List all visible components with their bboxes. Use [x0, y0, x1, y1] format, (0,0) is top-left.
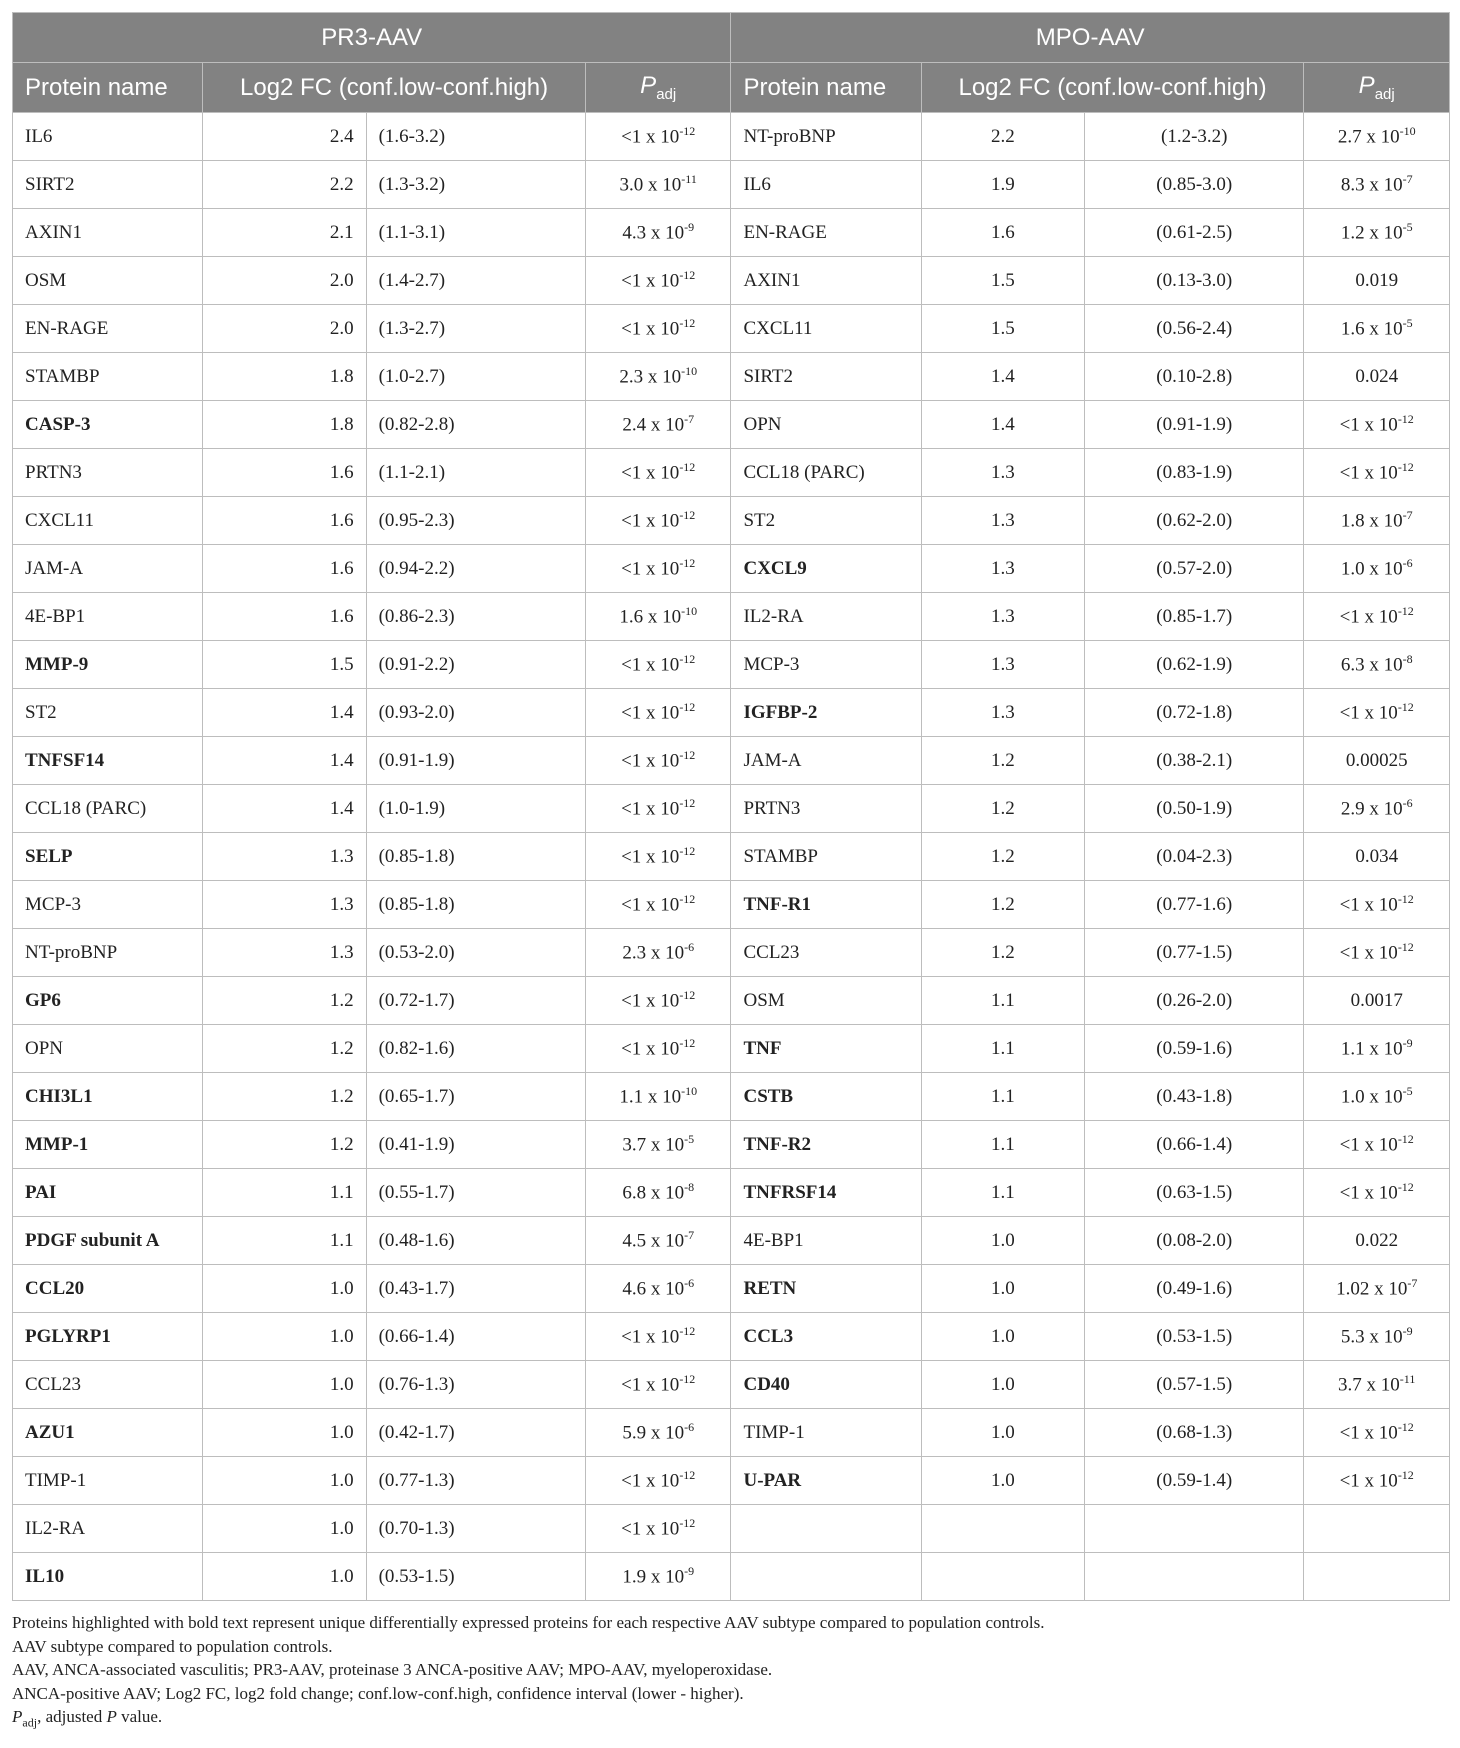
protein-name-cell: IL2-RA: [731, 593, 921, 641]
conf-interval-cell: (0.91-1.9): [366, 737, 585, 785]
protein-name-cell: OSM: [13, 257, 203, 305]
conf-interval-cell: (0.94-2.2): [366, 545, 585, 593]
table-row: [13, 1409, 1450, 1457]
protein-name-cell: TNF: [731, 1025, 921, 1073]
log2fc-cell: 1.5: [203, 641, 366, 689]
padj-cell: 4.5 x $10^{-7}$: [585, 1217, 731, 1265]
padj-cell: 0.019: [1304, 257, 1450, 305]
conf-interval-cell: (0.43-1.7): [366, 1265, 585, 1313]
protein-name-cell: GP6: [13, 977, 203, 1025]
protein-name-cell: MMP-9: [13, 641, 203, 689]
conf-interval-cell: (0.53-1.5): [1085, 1313, 1304, 1361]
conf-interval-cell: (0.43-1.8): [1085, 1073, 1304, 1121]
padj-cell: 2.7 x $10^{-10}$: [1304, 113, 1450, 161]
conf-interval-cell: (0.82-1.6): [366, 1025, 585, 1073]
table-row: [13, 1217, 1450, 1265]
padj-cell: 6.8 x $10^{-8}$: [585, 1169, 731, 1217]
table-row: [13, 1361, 1450, 1409]
conf-interval-cell: (0.49-1.6): [1085, 1265, 1304, 1313]
padj-cell: <1 x $10^{-12}$: [1304, 1457, 1450, 1505]
protein-name-cell: MCP-3: [731, 641, 921, 689]
log2fc-cell: 1.8: [203, 401, 366, 449]
protein-name-cell: 4E-BP1: [731, 1217, 921, 1265]
conf-interval-cell: (1.1-3.1): [366, 209, 585, 257]
protein-name-cell: PRTN3: [731, 785, 921, 833]
conf-interval-cell: (0.57-1.5): [1085, 1361, 1304, 1409]
table-row: [13, 977, 1450, 1025]
conf-interval-cell: (0.72-1.8): [1085, 689, 1304, 737]
log2fc-cell: 1.0: [203, 1553, 366, 1601]
conf-interval-cell: (0.62-1.9): [1085, 641, 1304, 689]
protein-name-cell: JAM-A: [13, 545, 203, 593]
protein-name-cell: TNFRSF14: [731, 1169, 921, 1217]
table-row: [13, 1553, 1450, 1601]
padj-cell: <1 x $10^{-12}$: [1304, 1169, 1450, 1217]
conf-interval-cell: (0.57-2.0): [1085, 545, 1304, 593]
conf-interval-cell: (0.85-1.7): [1085, 593, 1304, 641]
conf-interval-cell: (0.53-1.5): [366, 1553, 585, 1601]
conf-interval-cell: (1.3-3.2): [366, 161, 585, 209]
padj-cell: 0.022: [1304, 1217, 1450, 1265]
table-row: [13, 497, 1450, 545]
col-log2fc-pr3: Log2 FC (conf.low-conf.high): [203, 63, 586, 113]
conf-interval-cell: [1085, 1553, 1304, 1601]
protein-name-cell: CCL20: [13, 1265, 203, 1313]
padj-cell: <1 x $10^{-12}$: [585, 1457, 731, 1505]
log2fc-cell: 1.2: [921, 881, 1084, 929]
conf-interval-cell: (1.3-2.7): [366, 305, 585, 353]
log2fc-cell: 1.3: [921, 545, 1084, 593]
log2fc-cell: 2.4: [203, 113, 366, 161]
protein-name-cell: IGFBP-2: [731, 689, 921, 737]
protein-name-cell: CCL18 (PARC): [731, 449, 921, 497]
log2fc-cell: 2.2: [921, 113, 1084, 161]
padj-cell: <1 x $10^{-12}$: [585, 1025, 731, 1073]
protein-name-cell: MMP-1: [13, 1121, 203, 1169]
padj-cell: 3.0 x $10^{-11}$: [585, 161, 731, 209]
log2fc-cell: 1.0: [203, 1505, 366, 1553]
conf-interval-cell: (0.62-2.0): [1085, 497, 1304, 545]
padj-cell: 2.3 x $10^{-6}$: [585, 929, 731, 977]
log2fc-cell: 1.8: [203, 353, 366, 401]
protein-name-cell: OSM: [731, 977, 921, 1025]
log2fc-cell: 1.0: [921, 1409, 1084, 1457]
padj-cell: <1 x $10^{-12}$: [585, 881, 731, 929]
padj-cell: <1 x $10^{-12}$: [585, 833, 731, 881]
padj-cell: <1 x $10^{-12}$: [1304, 593, 1450, 641]
padj-cell: <1 x $10^{-12}$: [585, 977, 731, 1025]
col-padj-mpo: $P_{adj}$: [1304, 63, 1450, 113]
protein-name-cell: JAM-A: [731, 737, 921, 785]
conf-interval-cell: (0.95-2.3): [366, 497, 585, 545]
padj-cell: 1.9 x $10^{-9}$: [585, 1553, 731, 1601]
padj-cell: <1 x $10^{-12}$: [1304, 881, 1450, 929]
padj-cell: 5.9 x $10^{-6}$: [585, 1409, 731, 1457]
log2fc-cell: 1.2: [203, 1121, 366, 1169]
protein-name-cell: OPN: [731, 401, 921, 449]
conf-interval-cell: (0.59-1.4): [1085, 1457, 1304, 1505]
padj-cell: <1 x $10^{-12}$: [585, 785, 731, 833]
padj-cell: [1304, 1505, 1450, 1553]
protein-name-cell: TNF-R2: [731, 1121, 921, 1169]
group-header-row: [13, 13, 1450, 63]
table-row: [13, 1457, 1450, 1505]
padj-cell: 2.4 x $10^{-7}$: [585, 401, 731, 449]
log2fc-cell: 2.0: [203, 257, 366, 305]
conf-interval-cell: (0.65-1.7): [366, 1073, 585, 1121]
conf-interval-cell: (0.72-1.7): [366, 977, 585, 1025]
log2fc-cell: 1.3: [203, 833, 366, 881]
padj-cell: 0.00025: [1304, 737, 1450, 785]
conf-interval-cell: (0.85-1.8): [366, 833, 585, 881]
log2fc-cell: 1.3: [203, 881, 366, 929]
log2fc-cell: 1.2: [921, 929, 1084, 977]
conf-interval-cell: (0.48-1.6): [366, 1217, 585, 1265]
padj-cell: 0.034: [1304, 833, 1450, 881]
protein-name-cell: STAMBP: [731, 833, 921, 881]
conf-interval-cell: (1.4-2.7): [366, 257, 585, 305]
log2fc-cell: [921, 1553, 1084, 1601]
conf-interval-cell: (0.68-1.3): [1085, 1409, 1304, 1457]
protein-name-cell: TNF-R1: [731, 881, 921, 929]
padj-cell: [1304, 1553, 1450, 1601]
conf-interval-cell: (0.76-1.3): [366, 1361, 585, 1409]
conf-interval-cell: (0.86-2.3): [366, 593, 585, 641]
table-row: [13, 881, 1450, 929]
conf-interval-cell: [1085, 1505, 1304, 1553]
log2fc-cell: 1.0: [921, 1217, 1084, 1265]
table-row: [13, 833, 1450, 881]
protein-name-cell: OPN: [13, 1025, 203, 1073]
table-row: [13, 1169, 1450, 1217]
table-row: [13, 1505, 1450, 1553]
padj-cell: <1 x $10^{-12}$: [585, 1361, 731, 1409]
log2fc-cell: 1.2: [203, 977, 366, 1025]
log2fc-cell: 1.0: [203, 1457, 366, 1505]
conf-interval-cell: (0.55-1.7): [366, 1169, 585, 1217]
table-row: [13, 257, 1450, 305]
table-row: [13, 161, 1450, 209]
conf-interval-cell: (0.77-1.3): [366, 1457, 585, 1505]
table-row: [13, 305, 1450, 353]
padj-cell: 5.3 x $10^{-9}$: [1304, 1313, 1450, 1361]
conf-interval-cell: (1.6-3.2): [366, 113, 585, 161]
log2fc-cell: 1.3: [921, 689, 1084, 737]
protein-name-cell: IL6: [13, 113, 203, 161]
conf-interval-cell: (0.41-1.9): [366, 1121, 585, 1169]
table-body: [13, 113, 1450, 1601]
log2fc-cell: 1.0: [203, 1313, 366, 1361]
log2fc-cell: 1.1: [921, 1073, 1084, 1121]
log2fc-cell: 1.1: [921, 977, 1084, 1025]
protein-name-cell: 4E-BP1: [13, 593, 203, 641]
log2fc-cell: 1.2: [921, 833, 1084, 881]
log2fc-cell: 2.2: [203, 161, 366, 209]
log2fc-cell: 1.9: [921, 161, 1084, 209]
protein-name-cell: IL10: [13, 1553, 203, 1601]
log2fc-cell: 1.3: [921, 641, 1084, 689]
log2fc-cell: 2.1: [203, 209, 366, 257]
table-row: [13, 785, 1450, 833]
conf-interval-cell: (0.04-2.3): [1085, 833, 1304, 881]
table-row: [13, 1121, 1450, 1169]
padj-cell: 0.0017: [1304, 977, 1450, 1025]
protein-name-cell: CD40: [731, 1361, 921, 1409]
table-row: [13, 929, 1450, 977]
table-row: [13, 209, 1450, 257]
padj-cell: 1.2 x $10^{-5}$: [1304, 209, 1450, 257]
log2fc-cell: 1.4: [921, 353, 1084, 401]
log2fc-cell: 1.2: [203, 1073, 366, 1121]
log2fc-cell: 1.3: [203, 929, 366, 977]
column-header-row: [13, 63, 1450, 113]
conf-interval-cell: (0.61-2.5): [1085, 209, 1304, 257]
padj-cell: <1 x $10^{-12}$: [585, 113, 731, 161]
log2fc-cell: 1.4: [203, 689, 366, 737]
group-header-mpo: MPO-AAV: [731, 13, 1450, 63]
padj-cell: 1.0 x $10^{-5}$: [1304, 1073, 1450, 1121]
protein-name-cell: PDGF subunit A: [13, 1217, 203, 1265]
protein-name-cell: IL2-RA: [13, 1505, 203, 1553]
footnote-line: AAV, ANCA-associated vasculitis; PR3-AAV, proteinase 3 ANCA-positive AAV; MPO-AAV, myeloperoxidase.: [12, 1660, 773, 1679]
log2fc-cell: 1.2: [921, 785, 1084, 833]
col-protein-name-mpo: Protein name: [731, 63, 921, 113]
table-row: [13, 1313, 1450, 1361]
protein-name-cell: CASP-3: [13, 401, 203, 449]
protein-name-cell: PRTN3: [13, 449, 203, 497]
log2fc-cell: [921, 1505, 1084, 1553]
table-row: [13, 353, 1450, 401]
log2fc-cell: 1.4: [203, 737, 366, 785]
padj-cell: 6.3 x $10^{-8}$: [1304, 641, 1450, 689]
table-row: [13, 1025, 1450, 1073]
protein-name-cell: STAMBP: [13, 353, 203, 401]
protein-name-cell: SIRT2: [13, 161, 203, 209]
log2fc-cell: 1.2: [203, 1025, 366, 1073]
protein-name-cell: CXCL9: [731, 545, 921, 593]
conf-interval-cell: (0.53-2.0): [366, 929, 585, 977]
protein-name-cell: U-PAR: [731, 1457, 921, 1505]
log2fc-cell: 1.6: [203, 449, 366, 497]
padj-cell: <1 x $10^{-12}$: [585, 305, 731, 353]
log2fc-cell: 1.3: [921, 593, 1084, 641]
protein-name-cell: PGLYRP1: [13, 1313, 203, 1361]
padj-cell: <1 x $10^{-12}$: [585, 257, 731, 305]
log2fc-cell: 1.1: [921, 1025, 1084, 1073]
col-padj-pr3: $P_{adj}$: [585, 63, 731, 113]
conf-interval-cell: (0.85-3.0): [1085, 161, 1304, 209]
conf-interval-cell: (0.82-2.8): [366, 401, 585, 449]
protein-name-cell: [731, 1505, 921, 1553]
padj-cell: <1 x $10^{-12}$: [585, 689, 731, 737]
footnote-line: ANCA-positive AAV; Log2 FC, log2 fold change; conf.low-conf.high, confidence interval (lower - higher).: [12, 1683, 744, 1703]
footnote-line: AAV subtype compared to population controls.: [12, 1636, 333, 1656]
conf-interval-cell: (0.91-2.2): [366, 641, 585, 689]
padj-cell: <1 x $10^{-12}$: [585, 737, 731, 785]
padj-cell: 1.8 x $10^{-7}$: [1304, 497, 1450, 545]
padj-cell: 1.1 x $10^{-10}$: [585, 1073, 731, 1121]
table-row: [13, 689, 1450, 737]
padj-cell: <1 x $10^{-12}$: [1304, 1121, 1450, 1169]
table-row: [13, 449, 1450, 497]
conf-interval-cell: (0.85-1.8): [366, 881, 585, 929]
padj-cell: 0.024: [1304, 353, 1450, 401]
log2fc-cell: 1.3: [921, 497, 1084, 545]
log2fc-cell: 2.0: [203, 305, 366, 353]
log2fc-cell: 1.6: [921, 209, 1084, 257]
table-container: [12, 12, 1450, 1735]
conf-interval-cell: (0.77-1.6): [1085, 881, 1304, 929]
protein-name-cell: CCL18 (PARC): [13, 785, 203, 833]
padj-cell: 1.02 x $10^{-7}$: [1304, 1265, 1450, 1313]
conf-interval-cell: (0.10-2.8): [1085, 353, 1304, 401]
protein-name-cell: MCP-3: [13, 881, 203, 929]
table-row: [13, 737, 1450, 785]
log2fc-cell: 1.0: [203, 1409, 366, 1457]
log2fc-cell: 1.1: [203, 1169, 366, 1217]
protein-name-cell: CHI3L1: [13, 1073, 203, 1121]
padj-cell: 2.3 x $10^{-10}$: [585, 353, 731, 401]
log2fc-cell: 1.3: [921, 449, 1084, 497]
log2fc-cell: 1.1: [921, 1121, 1084, 1169]
log2fc-cell: 1.4: [203, 785, 366, 833]
padj-cell: <1 x $10^{-12}$: [585, 1505, 731, 1553]
padj-cell: <1 x $10^{-12}$: [585, 497, 731, 545]
log2fc-cell: 1.1: [921, 1169, 1084, 1217]
conf-interval-cell: (0.59-1.6): [1085, 1025, 1304, 1073]
log2fc-cell: 1.1: [203, 1217, 366, 1265]
log2fc-cell: 1.0: [921, 1457, 1084, 1505]
protein-name-cell: SELP: [13, 833, 203, 881]
col-protein-name-pr3: Protein name: [13, 63, 203, 113]
table-row: [13, 1073, 1450, 1121]
footnote-line-padj: $P_{adj}$, adjusted P value.: [12, 1707, 163, 1730]
table-row: [13, 593, 1450, 641]
padj-cell: <1 x $10^{-12}$: [1304, 929, 1450, 977]
padj-cell: 1.1 x $10^{-9}$: [1304, 1025, 1450, 1073]
protein-name-cell: CCL3: [731, 1313, 921, 1361]
table-row: [13, 641, 1450, 689]
footnote-line: Proteins highlighted with bold text represent unique differentially expressed proteins for each respective AAV subtype compared to population controls.: [12, 1613, 1045, 1632]
conf-interval-cell: (0.66-1.4): [366, 1313, 585, 1361]
log2fc-cell: 1.4: [921, 401, 1084, 449]
padj-cell: 3.7 x $10^{-11}$: [1304, 1361, 1450, 1409]
conf-interval-cell: (0.50-1.9): [1085, 785, 1304, 833]
log2fc-cell: 1.6: [203, 545, 366, 593]
padj-cell: <1 x $10^{-12}$: [585, 449, 731, 497]
padj-cell: 4.3 x $10^{-9}$: [585, 209, 731, 257]
log2fc-cell: 1.6: [203, 593, 366, 641]
protein-name-cell: PAI: [13, 1169, 203, 1217]
protein-name-cell: CXCL11: [13, 497, 203, 545]
log2fc-cell: 1.0: [203, 1265, 366, 1313]
padj-cell: <1 x $10^{-12}$: [1304, 1409, 1450, 1457]
protein-name-cell: NT-proBNP: [731, 113, 921, 161]
conf-interval-cell: (0.91-1.9): [1085, 401, 1304, 449]
log2fc-cell: 1.6: [203, 497, 366, 545]
protein-name-cell: TIMP-1: [731, 1409, 921, 1457]
log2fc-cell: 1.5: [921, 257, 1084, 305]
padj-cell: <1 x $10^{-12}$: [1304, 689, 1450, 737]
protein-name-cell: [731, 1553, 921, 1601]
protein-name-cell: SIRT2: [731, 353, 921, 401]
table-row: [13, 1265, 1450, 1313]
padj-cell: <1 x $10^{-12}$: [1304, 449, 1450, 497]
protein-name-cell: EN-RAGE: [13, 305, 203, 353]
protein-name-cell: TIMP-1: [13, 1457, 203, 1505]
conf-interval-cell: (1.0-1.9): [366, 785, 585, 833]
conf-interval-cell: (0.13-3.0): [1085, 257, 1304, 305]
col-log2fc-mpo: Log2 FC (conf.low-conf.high): [921, 63, 1304, 113]
conf-interval-cell: (0.93-2.0): [366, 689, 585, 737]
protein-name-cell: ST2: [731, 497, 921, 545]
log2fc-cell: 1.0: [921, 1313, 1084, 1361]
table-row: [13, 545, 1450, 593]
protein-name-cell: CCL23: [731, 929, 921, 977]
conf-interval-cell: (0.42-1.7): [366, 1409, 585, 1457]
conf-interval-cell: (0.83-1.9): [1085, 449, 1304, 497]
protein-name-cell: CXCL11: [731, 305, 921, 353]
padj-cell: 1.0 x $10^{-6}$: [1304, 545, 1450, 593]
conf-interval-cell: (0.56-2.4): [1085, 305, 1304, 353]
protein-name-cell: CCL23: [13, 1361, 203, 1409]
padj-cell: 3.7 x $10^{-5}$: [585, 1121, 731, 1169]
padj-cell: 2.9 x $10^{-6}$: [1304, 785, 1450, 833]
protein-name-cell: IL6: [731, 161, 921, 209]
protein-name-cell: TNFSF14: [13, 737, 203, 785]
protein-name-cell: NT-proBNP: [13, 929, 203, 977]
footnotes: [12, 1611, 1450, 1735]
conf-interval-cell: (1.0-2.7): [366, 353, 585, 401]
log2fc-cell: 1.0: [921, 1361, 1084, 1409]
conf-interval-cell: (1.2-3.2): [1085, 113, 1304, 161]
protein-table: [12, 12, 1450, 1601]
log2fc-cell: 1.2: [921, 737, 1084, 785]
group-header-pr3: PR3-AAV: [13, 13, 731, 63]
protein-name-cell: AXIN1: [731, 257, 921, 305]
padj-cell: 1.6 x $10^{-10}$: [585, 593, 731, 641]
conf-interval-cell: (0.63-1.5): [1085, 1169, 1304, 1217]
conf-interval-cell: (0.66-1.4): [1085, 1121, 1304, 1169]
table-row: [13, 401, 1450, 449]
protein-name-cell: AXIN1: [13, 209, 203, 257]
padj-cell: 1.6 x $10^{-5}$: [1304, 305, 1450, 353]
conf-interval-cell: (0.38-2.1): [1085, 737, 1304, 785]
padj-cell: <1 x $10^{-12}$: [585, 545, 731, 593]
protein-name-cell: AZU1: [13, 1409, 203, 1457]
padj-cell: 4.6 x $10^{-6}$: [585, 1265, 731, 1313]
protein-name-cell: CSTB: [731, 1073, 921, 1121]
padj-cell: <1 x $10^{-12}$: [585, 641, 731, 689]
protein-name-cell: EN-RAGE: [731, 209, 921, 257]
log2fc-cell: 1.5: [921, 305, 1084, 353]
conf-interval-cell: (1.1-2.1): [366, 449, 585, 497]
conf-interval-cell: (0.70-1.3): [366, 1505, 585, 1553]
table-row: [13, 113, 1450, 161]
conf-interval-cell: (0.08-2.0): [1085, 1217, 1304, 1265]
log2fc-cell: 1.0: [921, 1265, 1084, 1313]
padj-cell: <1 x $10^{-12}$: [585, 1313, 731, 1361]
padj-cell: 8.3 x $10^{-7}$: [1304, 161, 1450, 209]
conf-interval-cell: (0.26-2.0): [1085, 977, 1304, 1025]
log2fc-cell: 1.0: [203, 1361, 366, 1409]
padj-cell: <1 x $10^{-12}$: [1304, 401, 1450, 449]
conf-interval-cell: (0.77-1.5): [1085, 929, 1304, 977]
protein-name-cell: ST2: [13, 689, 203, 737]
protein-name-cell: RETN: [731, 1265, 921, 1313]
